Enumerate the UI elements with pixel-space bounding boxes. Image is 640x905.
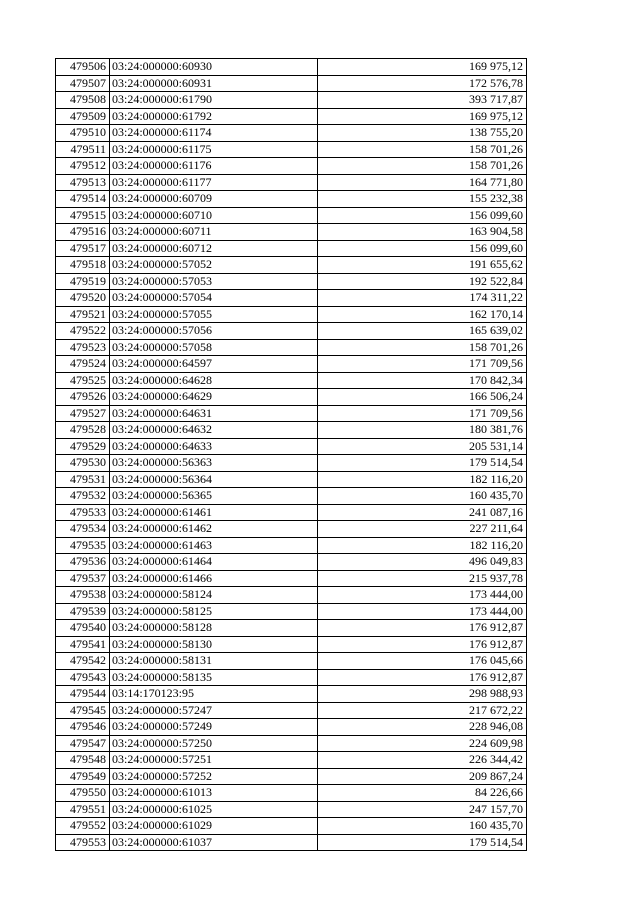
row-number-cell: 479547 [56, 735, 110, 752]
table-body [56, 59, 527, 851]
cadastral-value-cell: 171 709,56 [318, 356, 527, 373]
cadastral-value-cell: 215 937,78 [318, 570, 527, 587]
table-row [56, 125, 527, 142]
cadastral-value-cell: 180 381,76 [318, 422, 527, 439]
table-row [56, 686, 527, 703]
cadastral-value-cell: 224 609,98 [318, 735, 527, 752]
cadastral-number-cell: 03:24:000000:57052 [110, 257, 318, 274]
cadastral-number-cell: 03:24:000000:58135 [110, 669, 318, 686]
cadastral-number-cell: 03:24:000000:61013 [110, 785, 318, 802]
table-row [56, 290, 527, 307]
cadastral-value-cell: 227 211,64 [318, 521, 527, 538]
table-row [56, 719, 527, 736]
table-row [56, 75, 527, 92]
cadastral-value-cell: 298 988,93 [318, 686, 527, 703]
table-row [56, 323, 527, 340]
cadastral-value-cell: 176 912,87 [318, 669, 527, 686]
row-number-cell: 479524 [56, 356, 110, 373]
cadastral-number-cell: 03:24:000000:61461 [110, 504, 318, 521]
row-number-cell: 479512 [56, 158, 110, 175]
table-row [56, 257, 527, 274]
cadastral-number-cell: 03:24:000000:61463 [110, 537, 318, 554]
cadastral-value-cell: 84 226,66 [318, 785, 527, 802]
cadastral-value-cell: 496 049,83 [318, 554, 527, 571]
cadastral-number-cell: 03:24:000000:61175 [110, 141, 318, 158]
cadastral-value-cell: 156 099,60 [318, 240, 527, 257]
row-number-cell: 479527 [56, 405, 110, 422]
row-number-cell: 479543 [56, 669, 110, 686]
row-number-cell: 479545 [56, 702, 110, 719]
cadastral-number-cell: 03:24:000000:58125 [110, 603, 318, 620]
cadastral-value-cell: 209 867,24 [318, 768, 527, 785]
row-number-cell: 479510 [56, 125, 110, 142]
row-number-cell: 479553 [56, 834, 110, 851]
table-row [56, 620, 527, 637]
table-row [56, 92, 527, 109]
cadastral-value-cell: 169 975,12 [318, 108, 527, 125]
table-row [56, 339, 527, 356]
table-row [56, 587, 527, 604]
cadastral-number-cell: 03:24:000000:58124 [110, 587, 318, 604]
row-number-cell: 479531 [56, 471, 110, 488]
cadastral-value-cell: 393 717,87 [318, 92, 527, 109]
table-row [56, 488, 527, 505]
row-number-cell: 479529 [56, 438, 110, 455]
cadastral-number-cell: 03:24:000000:60712 [110, 240, 318, 257]
table-row [56, 191, 527, 208]
table-row [56, 735, 527, 752]
cadastral-value-cell: 138 755,20 [318, 125, 527, 142]
row-number-cell: 479511 [56, 141, 110, 158]
table-row [56, 702, 527, 719]
cadastral-value-cell: 182 116,20 [318, 471, 527, 488]
row-number-cell: 479546 [56, 719, 110, 736]
cadastral-value-cell: 191 655,62 [318, 257, 527, 274]
table-row [56, 174, 527, 191]
cadastral-value-cell: 176 045,66 [318, 653, 527, 670]
table-row [56, 438, 527, 455]
cadastral-number-cell: 03:24:000000:58131 [110, 653, 318, 670]
row-number-cell: 479540 [56, 620, 110, 637]
table-row [56, 356, 527, 373]
row-number-cell: 479518 [56, 257, 110, 274]
cadastral-number-cell: 03:24:000000:60710 [110, 207, 318, 224]
row-number-cell: 479537 [56, 570, 110, 587]
cadastral-value-cell: 155 232,38 [318, 191, 527, 208]
table-row [56, 141, 527, 158]
table-row [56, 653, 527, 670]
cadastral-number-cell: 03:24:000000:64629 [110, 389, 318, 406]
cadastral-value-cell: 173 444,00 [318, 587, 527, 604]
table-row [56, 59, 527, 76]
cadastral-number-cell: 03:24:000000:56365 [110, 488, 318, 505]
row-number-cell: 479506 [56, 59, 110, 76]
cadastral-number-cell: 03:24:000000:57249 [110, 719, 318, 736]
cadastral-number-cell: 03:24:000000:61790 [110, 92, 318, 109]
cadastral-number-cell: 03:24:000000:61037 [110, 834, 318, 851]
cadastral-number-cell: 03:24:000000:61029 [110, 818, 318, 835]
table-row [56, 521, 527, 538]
cadastral-value-cell: 205 531,14 [318, 438, 527, 455]
row-number-cell: 479530 [56, 455, 110, 472]
cadastral-value-cell: 163 904,58 [318, 224, 527, 241]
table-row [56, 554, 527, 571]
table-row [56, 240, 527, 257]
cadastral-number-cell: 03:24:000000:58130 [110, 636, 318, 653]
cadastral-number-cell: 03:24:000000:60709 [110, 191, 318, 208]
cadastral-value-cell: 192 522,84 [318, 273, 527, 290]
cadastral-value-cell: 169 975,12 [318, 59, 527, 76]
row-number-cell: 479541 [56, 636, 110, 653]
table-row [56, 471, 527, 488]
row-number-cell: 479539 [56, 603, 110, 620]
cadastral-number-cell: 03:24:000000:60711 [110, 224, 318, 241]
table-row [56, 669, 527, 686]
table-row [56, 785, 527, 802]
row-number-cell: 479534 [56, 521, 110, 538]
table-row [56, 537, 527, 554]
row-number-cell: 479544 [56, 686, 110, 703]
row-number-cell: 479516 [56, 224, 110, 241]
row-number-cell: 479522 [56, 323, 110, 340]
row-number-cell: 479514 [56, 191, 110, 208]
cadastral-value-cell: 158 701,26 [318, 339, 527, 356]
table-row [56, 224, 527, 241]
cadastral-value-cell: 165 639,02 [318, 323, 527, 340]
cadastral-number-cell: 03:24:000000:61174 [110, 125, 318, 142]
row-number-cell: 479536 [56, 554, 110, 571]
cadastral-value-table [55, 58, 527, 851]
cadastral-value-cell: 158 701,26 [318, 141, 527, 158]
table-row [56, 405, 527, 422]
row-number-cell: 479542 [56, 653, 110, 670]
row-number-cell: 479549 [56, 768, 110, 785]
table-row [56, 603, 527, 620]
table-row [56, 455, 527, 472]
cadastral-number-cell: 03:24:000000:61462 [110, 521, 318, 538]
cadastral-value-cell: 217 672,22 [318, 702, 527, 719]
cadastral-number-cell: 03:24:000000:60931 [110, 75, 318, 92]
table-row [56, 801, 527, 818]
cadastral-value-cell: 164 771,80 [318, 174, 527, 191]
table-row [56, 372, 527, 389]
cadastral-number-cell: 03:24:000000:61177 [110, 174, 318, 191]
table-row [56, 818, 527, 835]
table-row [56, 422, 527, 439]
cadastral-number-cell: 03:24:000000:57056 [110, 323, 318, 340]
row-number-cell: 479513 [56, 174, 110, 191]
cadastral-number-cell: 03:24:000000:64631 [110, 405, 318, 422]
cadastral-number-cell: 03:24:000000:57251 [110, 752, 318, 769]
cadastral-value-cell: 174 311,22 [318, 290, 527, 307]
cadastral-number-cell: 03:24:000000:61464 [110, 554, 318, 571]
row-number-cell: 479508 [56, 92, 110, 109]
cadastral-number-cell: 03:24:000000:57252 [110, 768, 318, 785]
row-number-cell: 479528 [56, 422, 110, 439]
table-row [56, 207, 527, 224]
cadastral-number-cell: 03:24:000000:57054 [110, 290, 318, 307]
row-number-cell: 479507 [56, 75, 110, 92]
cadastral-number-cell: 03:24:000000:61466 [110, 570, 318, 587]
row-number-cell: 479538 [56, 587, 110, 604]
row-number-cell: 479521 [56, 306, 110, 323]
row-number-cell: 479552 [56, 818, 110, 835]
cadastral-value-cell: 226 344,42 [318, 752, 527, 769]
cadastral-number-cell: 03:24:000000:60930 [110, 59, 318, 76]
cadastral-value-cell: 162 170,14 [318, 306, 527, 323]
cadastral-value-cell: 173 444,00 [318, 603, 527, 620]
cadastral-number-cell: 03:24:000000:56363 [110, 455, 318, 472]
cadastral-number-cell: 03:24:000000:56364 [110, 471, 318, 488]
table-row [56, 273, 527, 290]
cadastral-number-cell: 03:14:170123:95 [110, 686, 318, 703]
cadastral-number-cell: 03:24:000000:57058 [110, 339, 318, 356]
cadastral-value-cell: 158 701,26 [318, 158, 527, 175]
table-row [56, 158, 527, 175]
row-number-cell: 479523 [56, 339, 110, 356]
table-row [56, 636, 527, 653]
cadastral-number-cell: 03:24:000000:61025 [110, 801, 318, 818]
row-number-cell: 479520 [56, 290, 110, 307]
row-number-cell: 479519 [56, 273, 110, 290]
cadastral-value-cell: 171 709,56 [318, 405, 527, 422]
cadastral-value-cell: 182 116,20 [318, 537, 527, 554]
cadastral-number-cell: 03:24:000000:64632 [110, 422, 318, 439]
table-row [56, 108, 527, 125]
cadastral-number-cell: 03:24:000000:61176 [110, 158, 318, 175]
row-number-cell: 479535 [56, 537, 110, 554]
row-number-cell: 479517 [56, 240, 110, 257]
cadastral-value-cell: 172 576,78 [318, 75, 527, 92]
cadastral-number-cell: 03:24:000000:57247 [110, 702, 318, 719]
row-number-cell: 479550 [56, 785, 110, 802]
row-number-cell: 479509 [56, 108, 110, 125]
row-number-cell: 479525 [56, 372, 110, 389]
cadastral-value-cell: 160 435,70 [318, 488, 527, 505]
cadastral-number-cell: 03:24:000000:64628 [110, 372, 318, 389]
cadastral-value-cell: 166 506,24 [318, 389, 527, 406]
cadastral-number-cell: 03:24:000000:58128 [110, 620, 318, 637]
cadastral-value-cell: 247 157,70 [318, 801, 527, 818]
row-number-cell: 479526 [56, 389, 110, 406]
cadastral-number-cell: 03:24:000000:57250 [110, 735, 318, 752]
cadastral-value-cell: 176 912,87 [318, 620, 527, 637]
cadastral-number-cell: 03:24:000000:64597 [110, 356, 318, 373]
cadastral-value-cell: 179 514,54 [318, 834, 527, 851]
table-row [56, 389, 527, 406]
row-number-cell: 479551 [56, 801, 110, 818]
table-row [56, 834, 527, 851]
cadastral-value-cell: 160 435,70 [318, 818, 527, 835]
table-row [56, 768, 527, 785]
cadastral-number-cell: 03:24:000000:61792 [110, 108, 318, 125]
table-row [56, 570, 527, 587]
table-row [56, 752, 527, 769]
cadastral-number-cell: 03:24:000000:57053 [110, 273, 318, 290]
cadastral-number-cell: 03:24:000000:57055 [110, 306, 318, 323]
cadastral-value-cell: 176 912,87 [318, 636, 527, 653]
row-number-cell: 479548 [56, 752, 110, 769]
cadastral-value-cell: 156 099,60 [318, 207, 527, 224]
cadastral-value-cell: 170 842,34 [318, 372, 527, 389]
table-row [56, 306, 527, 323]
cadastral-value-cell: 241 087,16 [318, 504, 527, 521]
table-row [56, 504, 527, 521]
row-number-cell: 479532 [56, 488, 110, 505]
cadastral-number-cell: 03:24:000000:64633 [110, 438, 318, 455]
cadastral-value-cell: 228 946,08 [318, 719, 527, 736]
row-number-cell: 479533 [56, 504, 110, 521]
cadastral-value-cell: 179 514,54 [318, 455, 527, 472]
row-number-cell: 479515 [56, 207, 110, 224]
